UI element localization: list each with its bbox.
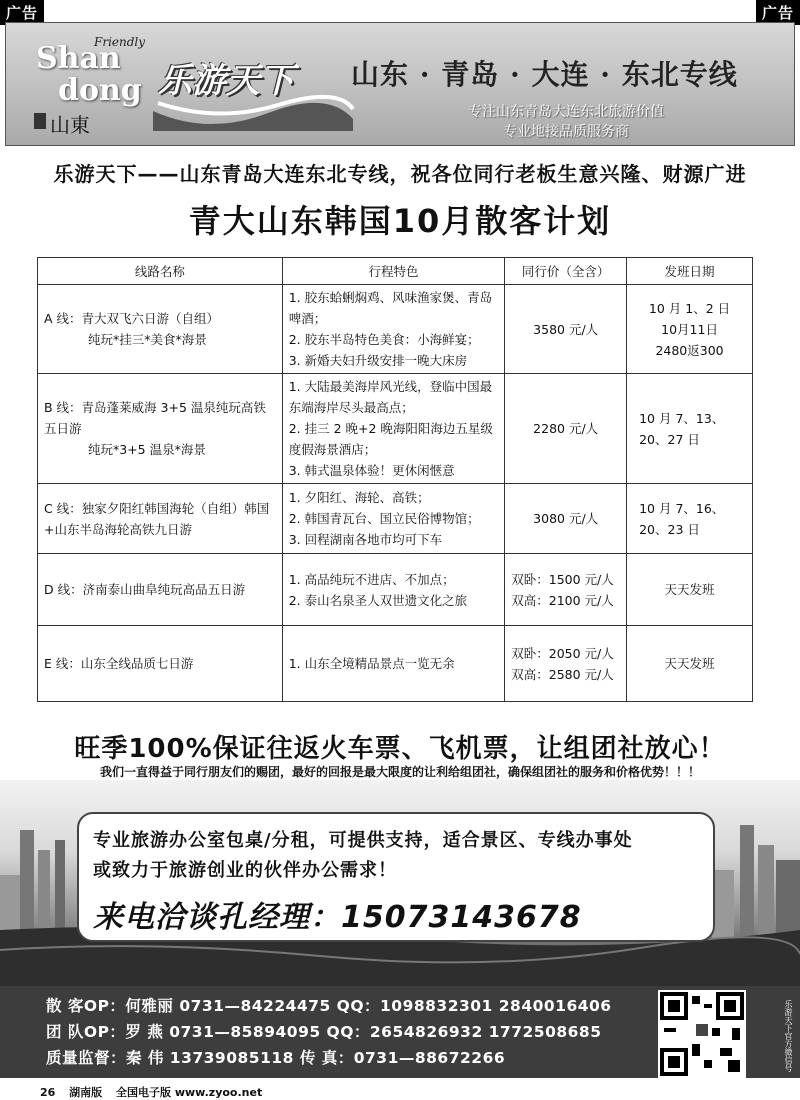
promise-line: 我们一直得益于同行朋友们的赐团，最好的回报是最大限度的让利给组团社，确保组团社的服务和价格优势！！！ — [99, 765, 700, 779]
feature-item: 1. 胶东蛤蜊焖鸡、风味渔家煲、青岛啤酒； — [288, 290, 493, 326]
route-dates-cell — [627, 374, 753, 484]
route-name: E 线：山东全线品质七日游 — [44, 656, 194, 671]
header-banner — [5, 22, 795, 146]
table-row — [38, 374, 753, 484]
route-name: D 线：济南泰山曲阜纯玩高品五日游 — [44, 582, 246, 597]
logo-friendly: Friendly — [94, 35, 146, 49]
route-features-cell — [282, 374, 505, 484]
route-price-cell — [505, 285, 627, 374]
feature-item: 3. 新婚夫妇升级安排一晚大床房 — [288, 353, 468, 368]
date-value: 2480返300 — [655, 342, 724, 358]
price-value: 双高：2580 元/人 — [511, 666, 614, 682]
price-value: 双卧：2050 元/人 — [511, 645, 614, 661]
banner-title: 山东 · 青岛 · 大连 · 东北专线 — [351, 58, 738, 91]
price-value: 2280 元/人 — [533, 421, 599, 436]
feature-item: 1. 大陆最美海岸风光线，登临中国最东端海岸尽头最高点； — [288, 379, 493, 415]
table-row — [38, 554, 753, 626]
edition-label: 湖南版 — [69, 1086, 103, 1099]
logo-chinese: 山東 — [50, 113, 90, 137]
qr-code-icon[interactable] — [658, 990, 746, 1078]
route-name-cell — [38, 374, 283, 484]
price-value: 3580 元/人 — [533, 321, 599, 337]
feature-item: 1. 山东全境精品景点一览无余 — [288, 656, 455, 671]
route-features-cell — [282, 626, 505, 702]
header-price: 同行价（全含） — [505, 258, 627, 285]
route-name-cell — [38, 626, 283, 702]
greeting-line: 乐游天下——山东青岛大连东北专线，祝各位同行老板生意兴隆、财源广进 — [53, 162, 747, 186]
route-tagline: 纯玩*挂三*美食*海景 — [88, 332, 207, 347]
date-value: 天天发班 — [664, 582, 715, 597]
route-features-cell — [282, 484, 505, 554]
ad-label-left: 广告 — [0, 0, 44, 25]
banner-subtitle-2: 专业地接品质服务商 — [503, 124, 629, 140]
office-rental-box — [77, 812, 715, 942]
date-value: 10 月 7、13、20、27 日 — [639, 410, 725, 447]
route-features-cell — [282, 554, 505, 626]
price-value: 双卧：1500 元/人 — [511, 571, 614, 587]
site-label[interactable]: 全国电子版 www.zyoo.net — [116, 1086, 263, 1099]
route-name-cell — [38, 484, 283, 554]
brand-name: 乐游天下 — [158, 61, 294, 101]
logo-dong: dong — [58, 73, 142, 108]
office-line-2: 或致力于旅游创业的伙伴办公需求！ — [93, 860, 397, 881]
price-value: 3080 元/人 — [533, 511, 599, 526]
date-value: 10 月 1、2 日 — [648, 300, 731, 316]
date-value: 10月11日 — [661, 321, 718, 337]
feature-item: 2. 韩国青瓦台、国立民俗博物馆； — [288, 511, 480, 526]
side-note: 乐游天下官方微信号 — [784, 1000, 793, 1072]
shandong-logo — [34, 35, 144, 135]
feature-item: 3. 回程湖南各地市均可下车 — [288, 532, 443, 547]
page-footer — [40, 1084, 272, 1100]
plan-title: 青大山东韩国10月散客计划 — [188, 202, 612, 240]
contact-phone[interactable]: 来电洽谈孔经理：15073143678 — [93, 900, 582, 935]
ad-label-right: 广告 — [756, 0, 800, 25]
date-value: 10 月 7、16、20、23 日 — [639, 500, 725, 537]
header-dates: 发班日期 — [627, 258, 753, 285]
route-name-cell — [38, 285, 283, 374]
route-tagline: 纯玩*3+5 温泉*海景 — [88, 442, 206, 457]
route-dates-cell — [627, 285, 753, 374]
route-dates-cell — [627, 626, 753, 702]
banner-subtitle-1: 专注山东青岛大连东北旅游价值 — [468, 104, 664, 120]
feature-item: 3. 韩式温泉体验！更休闲惬意 — [288, 463, 455, 478]
table-header-row — [38, 258, 753, 285]
route-price-cell — [505, 374, 627, 484]
route-price-cell — [505, 626, 627, 702]
route-price-cell — [505, 554, 627, 626]
route-name-cell — [38, 554, 283, 626]
feature-item: 2. 挂三 2 晚+2 晚海阳阳海边五星级度假海景酒店； — [288, 421, 493, 457]
logo-shan: Shan — [36, 41, 121, 76]
guarantee-headline: 旺季100%保证往返火车票、飞机票，让组团社放心！ — [74, 734, 726, 764]
header-features: 行程特色 — [282, 258, 505, 285]
seal-icon — [34, 113, 46, 129]
route-name: C 线：独家夕阳红韩国海轮（自组）韩国+山东半岛海轮高铁九日游 — [44, 500, 270, 537]
route-price-cell — [505, 484, 627, 554]
route-table — [37, 257, 753, 702]
contact-individual: 散 客OP：何雅丽 0731—84224475 QQ：1098832301 2840016406 — [46, 997, 612, 1015]
feature-item: 2. 泰山名泉圣人双世遗文化之旅 — [288, 592, 468, 608]
route-dates-cell — [627, 554, 753, 626]
page-number: 26 — [40, 1086, 56, 1099]
feature-item: 1. 夕阳红、海轮、高铁； — [288, 490, 430, 505]
route-features-cell — [282, 285, 505, 374]
contact-quality: 质量监督：秦 伟 13739085118 传 真：0731—88672266 — [46, 1049, 506, 1067]
route-dates-cell — [627, 484, 753, 554]
date-value: 天天发班 — [664, 656, 715, 671]
feature-item: 2. 胶东半岛特色美食：小海鲜宴； — [288, 332, 480, 347]
table-row — [38, 484, 753, 554]
header-route-name: 线路名称 — [38, 258, 283, 285]
feature-item: 1. 高品纯玩不进店、不加点； — [288, 571, 455, 587]
contact-group: 团 队OP：罗 燕 0731—85894095 QQ：2654826932 1772508685 — [46, 1023, 602, 1041]
table-row — [38, 626, 753, 702]
table-row — [38, 285, 753, 374]
route-name: A 线：青大双飞六日游（自组） — [44, 311, 220, 326]
price-value: 双高：2100 元/人 — [511, 592, 614, 608]
route-name: B 线：青岛蓬莱威海 3+5 温泉纯玩高铁五日游 — [44, 400, 266, 436]
office-line-1: 专业旅游办公室包桌/分租，可提供支持，适合景区、专线办事处 — [93, 830, 633, 851]
